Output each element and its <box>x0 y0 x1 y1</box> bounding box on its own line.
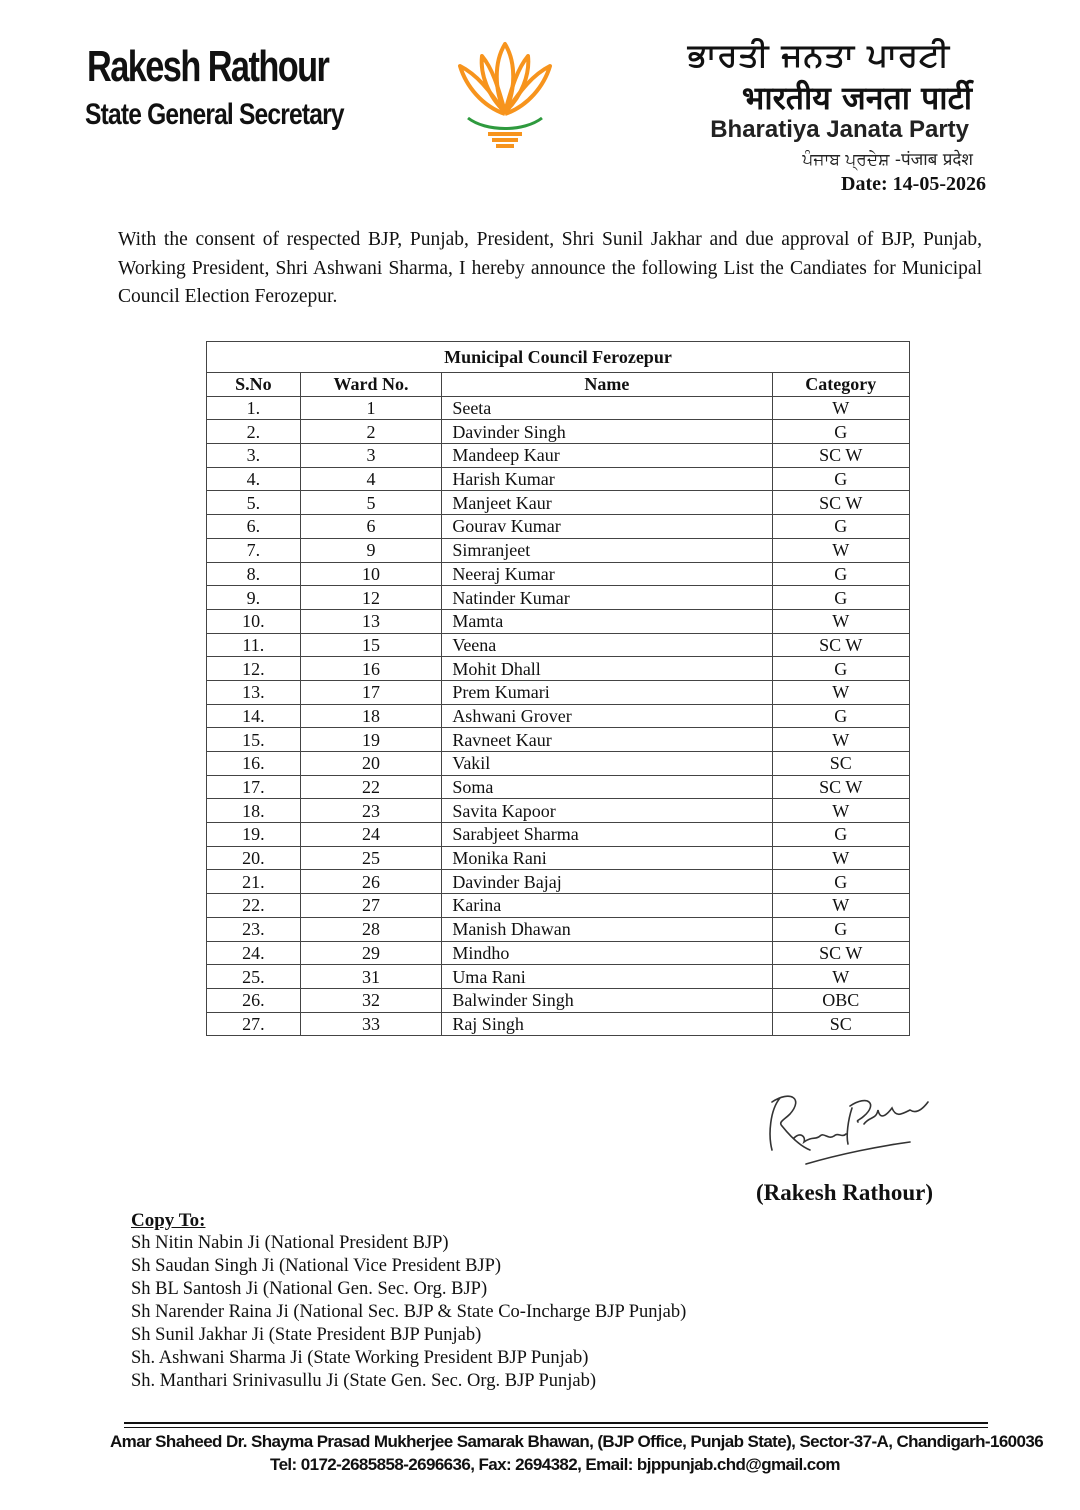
cell-name: Neeraj Kumar <box>442 562 772 586</box>
cell-category: W <box>772 965 909 989</box>
cell-ward-no: 20 <box>300 752 442 776</box>
cell-ward-no: 6 <box>300 515 442 539</box>
cell-sno: 7. <box>207 538 301 562</box>
copy-to-recipient: Sh Narender Raina Ji (National Sec. BJP & State Co-Incharge BJP Punjab) <box>131 1302 687 1322</box>
table-header-row <box>207 373 910 397</box>
cell-category: G <box>772 704 909 728</box>
cell-sno: 20. <box>207 846 301 870</box>
cell-name: Davinder Bajaj <box>442 870 772 894</box>
cell-category: SC W <box>772 491 909 515</box>
table-row <box>207 775 910 799</box>
cell-name: Mindho <box>442 941 772 965</box>
cell-ward-no: 15 <box>300 633 442 657</box>
cell-category: SC W <box>772 633 909 657</box>
cell-ward-no: 2 <box>300 420 442 444</box>
cell-name: Davinder Singh <box>442 420 772 444</box>
cell-ward-no: 18 <box>300 704 442 728</box>
cell-category: G <box>772 562 909 586</box>
cell-name: Mamta <box>442 609 772 633</box>
table-caption: Municipal Council Ferozepur <box>207 342 910 373</box>
cell-category: W <box>772 538 909 562</box>
cell-ward-no: 31 <box>300 965 442 989</box>
copy-to-recipient: Sh BL Santosh Ji (National Gen. Sec. Org. BJP) <box>131 1279 488 1299</box>
copy-to-list <box>131 1232 686 1393</box>
cell-category: SC <box>772 1012 909 1036</box>
cell-sno: 21. <box>207 870 301 894</box>
table-row <box>207 657 910 681</box>
cell-category: W <box>772 609 909 633</box>
cell-name: Gourav Kumar <box>442 515 772 539</box>
cell-category: G <box>772 917 909 941</box>
cell-name: Prem Kumari <box>442 680 772 704</box>
sender-name: Rakesh Rathour <box>87 42 329 91</box>
cell-sno: 18. <box>207 799 301 823</box>
lotus-icon <box>452 38 558 150</box>
cell-name: Soma <box>442 775 772 799</box>
copy-to-heading: Copy To: <box>131 1210 206 1231</box>
column-header-name: Name <box>442 373 772 397</box>
cell-ward-no: 24 <box>300 823 442 847</box>
cell-sno: 5. <box>207 491 301 515</box>
cell-name: Uma Rani <box>442 965 772 989</box>
cell-name: Manish Dhawan <box>442 917 772 941</box>
cell-sno: 2. <box>207 420 301 444</box>
table-row <box>207 420 910 444</box>
cell-name: Balwinder Singh <box>442 988 772 1012</box>
cell-category: G <box>772 420 909 444</box>
cell-sno: 11. <box>207 633 301 657</box>
cell-category: W <box>772 846 909 870</box>
copy-to-recipient: Sh. Manthari Srinivasullu Ji (State Gen. Sec. Org. BJP Punjab) <box>131 1371 597 1391</box>
cell-category: G <box>772 823 909 847</box>
table-row <box>207 491 910 515</box>
cell-name: Harish Kumar <box>442 467 772 491</box>
cell-category: SC W <box>772 444 909 468</box>
table-row <box>207 846 910 870</box>
cell-category: G <box>772 870 909 894</box>
cell-sno: 14. <box>207 704 301 728</box>
cell-sno: 15. <box>207 728 301 752</box>
cell-category: W <box>772 680 909 704</box>
footer-divider <box>124 1422 988 1424</box>
copy-to-recipient: Sh Sunil Jakhar Ji (State President BJP Punjab) <box>131 1325 482 1345</box>
table-row <box>207 1012 910 1036</box>
party-name-english: Bharatiya Janata Party <box>710 116 969 143</box>
cell-sno: 27. <box>207 1012 301 1036</box>
footer-address: Amar Shaheed Dr. Shayma Prasad Mukherjee Samarak Bhawan, (BJP Office, Punjab State), Sector-37-A, Chandigarh-160036 <box>110 1432 1044 1451</box>
table-row <box>207 704 910 728</box>
table-row <box>207 515 910 539</box>
cell-category: G <box>772 515 909 539</box>
cell-ward-no: 33 <box>300 1012 442 1036</box>
table-row <box>207 609 910 633</box>
table-row <box>207 752 910 776</box>
signature-image <box>760 1080 940 1170</box>
cell-ward-no: 3 <box>300 444 442 468</box>
cell-sno: 10. <box>207 609 301 633</box>
table-row <box>207 728 910 752</box>
cell-sno: 3. <box>207 444 301 468</box>
table-row <box>207 941 910 965</box>
cell-ward-no: 23 <box>300 799 442 823</box>
cell-name: Raj Singh <box>442 1012 772 1036</box>
cell-ward-no: 22 <box>300 775 442 799</box>
cell-name: Savita Kapoor <box>442 799 772 823</box>
cell-name: Mandeep Kaur <box>442 444 772 468</box>
cell-category: G <box>772 467 909 491</box>
table-row <box>207 894 910 918</box>
cell-name: Monika Rani <box>442 846 772 870</box>
cell-name: Simranjeet <box>442 538 772 562</box>
cell-category: G <box>772 586 909 610</box>
cell-ward-no: 1 <box>300 396 442 420</box>
cell-ward-no: 32 <box>300 988 442 1012</box>
table-row <box>207 823 910 847</box>
cell-ward-no: 27 <box>300 894 442 918</box>
cell-name: Ashwani Grover <box>442 704 772 728</box>
cell-name: Natinder Kumar <box>442 586 772 610</box>
footer-divider-thin <box>124 1427 988 1428</box>
cell-sno: 6. <box>207 515 301 539</box>
cell-category: W <box>772 894 909 918</box>
cell-name: Vakil <box>442 752 772 776</box>
cell-ward-no: 26 <box>300 870 442 894</box>
cell-ward-no: 10 <box>300 562 442 586</box>
cell-category: OBC <box>772 988 909 1012</box>
cell-sno: 17. <box>207 775 301 799</box>
cell-category: G <box>772 657 909 681</box>
table-row <box>207 444 910 468</box>
copy-to-recipient: Sh Nitin Nabin Ji (National President BJP) <box>131 1233 449 1253</box>
cell-name: Veena <box>442 633 772 657</box>
table-row <box>207 988 910 1012</box>
cell-ward-no: 25 <box>300 846 442 870</box>
candidates-table <box>206 341 910 1036</box>
cell-name: Manjeet Kaur <box>442 491 772 515</box>
table-row <box>207 917 910 941</box>
cell-category: W <box>772 396 909 420</box>
table-row <box>207 633 910 657</box>
document-date: Date: 14-05-2026 <box>841 173 986 195</box>
cell-ward-no: 17 <box>300 680 442 704</box>
footer-contact: Tel: 0172-2685858-2696636, Fax: 2694382, Email: bjppunjab.chd@gmail.com <box>270 1455 840 1474</box>
cell-sno: 16. <box>207 752 301 776</box>
cell-ward-no: 19 <box>300 728 442 752</box>
table-row <box>207 562 910 586</box>
cell-ward-no: 4 <box>300 467 442 491</box>
party-name-punjabi: ਭਾਰਤੀ ਜਨਤਾ ਪਾਰਟੀ <box>687 36 950 74</box>
cell-sno: 4. <box>207 467 301 491</box>
cell-name: Seeta <box>442 396 772 420</box>
cell-sno: 8. <box>207 562 301 586</box>
intro-paragraph: With the consent of respected BJP, Punjab, President, Shri Sunil Jakhar and due approval of BJP, Punjab, Working President, Shri Ashwani Sharma, I hereby announce the following List the Candiates for Municipal Council Election Ferozepur. <box>118 229 982 307</box>
sender-title: State General Secretary <box>85 98 344 131</box>
table-row <box>207 467 910 491</box>
cell-ward-no: 28 <box>300 917 442 941</box>
cell-sno: 25. <box>207 965 301 989</box>
party-name-hindi: भारतीय जनता पार्टी <box>741 79 972 117</box>
cell-ward-no: 9 <box>300 538 442 562</box>
table-row <box>207 870 910 894</box>
signer-name: (Rakesh Rathour) <box>756 1180 933 1205</box>
table-row <box>207 538 910 562</box>
cell-category: SC W <box>772 941 909 965</box>
cell-name: Ravneet Kaur <box>442 728 772 752</box>
cell-name: Karina <box>442 894 772 918</box>
cell-sno: 13. <box>207 680 301 704</box>
cell-sno: 23. <box>207 917 301 941</box>
copy-to-recipient: Sh. Ashwani Sharma Ji (State Working President BJP Punjab) <box>131 1348 589 1368</box>
party-state: ਪੰਜਾਬ ਪ੍ਰਦੇਸ਼ -पंजाब प्रदेश <box>802 150 973 170</box>
table-row <box>207 396 910 420</box>
cell-sno: 24. <box>207 941 301 965</box>
cell-ward-no: 16 <box>300 657 442 681</box>
cell-category: SC <box>772 752 909 776</box>
table-row <box>207 965 910 989</box>
cell-sno: 1. <box>207 396 301 420</box>
cell-name: Sarabjeet Sharma <box>442 823 772 847</box>
table-row <box>207 799 910 823</box>
cell-category: W <box>772 799 909 823</box>
cell-category: W <box>772 728 909 752</box>
cell-sno: 22. <box>207 894 301 918</box>
cell-ward-no: 12 <box>300 586 442 610</box>
copy-to-recipient: Sh Saudan Singh Ji (National Vice President BJP) <box>131 1256 502 1276</box>
cell-sno: 12. <box>207 657 301 681</box>
cell-name: Mohit Dhall <box>442 657 772 681</box>
table-caption-row <box>207 342 910 373</box>
table-row <box>207 680 910 704</box>
column-header-sno: S.No <box>207 373 301 397</box>
cell-ward-no: 29 <box>300 941 442 965</box>
column-header-category: Category <box>772 373 909 397</box>
cell-ward-no: 13 <box>300 609 442 633</box>
cell-category: SC W <box>772 775 909 799</box>
cell-sno: 19. <box>207 823 301 847</box>
cell-sno: 9. <box>207 586 301 610</box>
column-header-ward: Ward No. <box>300 373 442 397</box>
cell-sno: 26. <box>207 988 301 1012</box>
table-row <box>207 586 910 610</box>
cell-ward-no: 5 <box>300 491 442 515</box>
